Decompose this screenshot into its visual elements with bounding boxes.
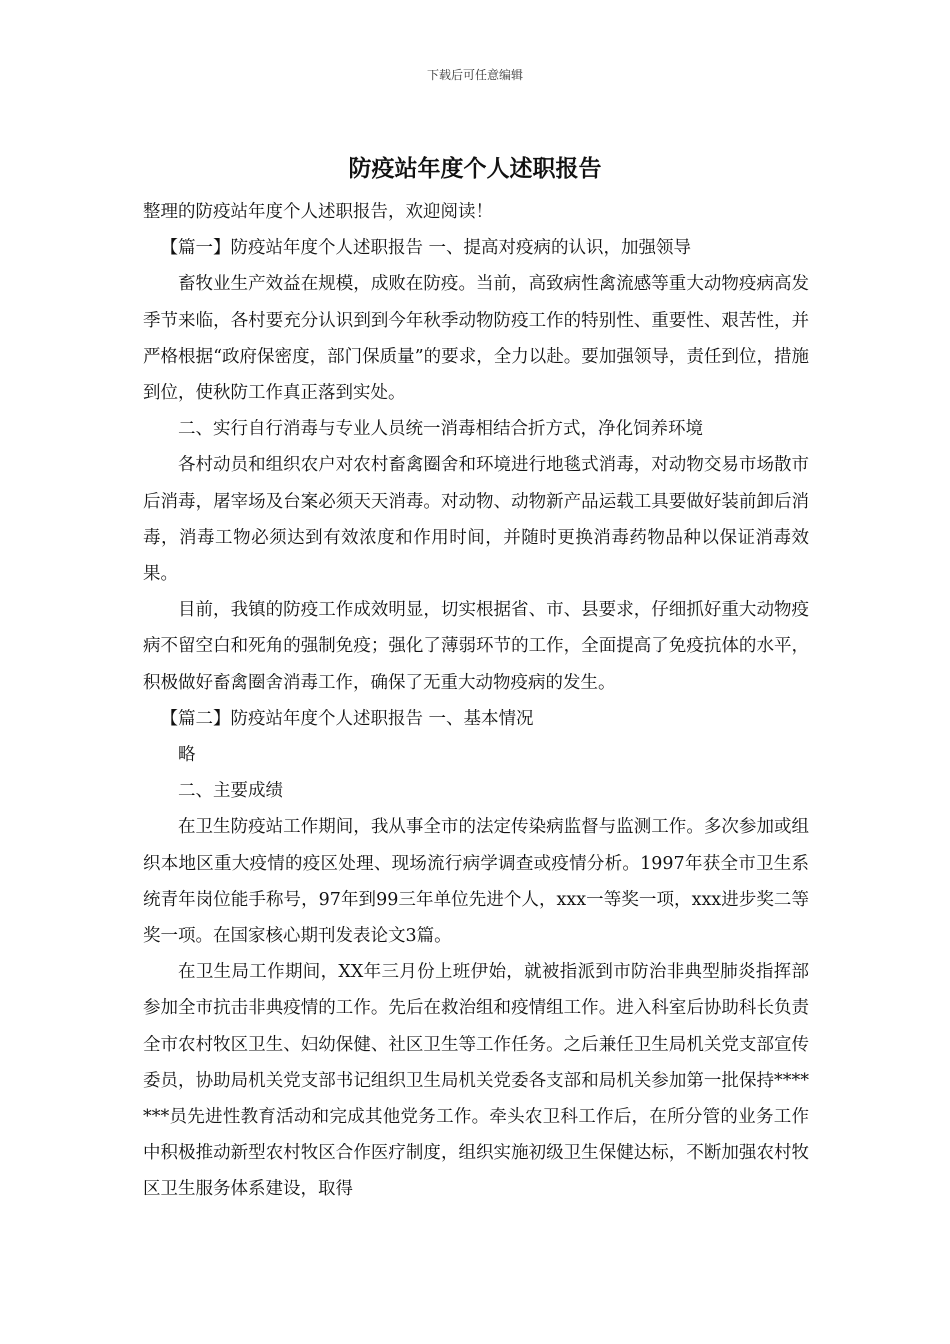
body-paragraph: 目前，我镇的防疫工作成效明显，切实根据省、市、县要求，仔细抓好重大动物疫病不留空白和死角的强制免疫；强化了薄弱环节的工作，全面提高了免疫抗体的水平，积极做好畜禽圈舍消毒工作，确保了无重大动物疫病的发生。 [143, 600, 809, 693]
section-heading: 二、主要成绩 [178, 781, 283, 802]
document-title: 防疫站年度个人述职报告 [348, 155, 602, 182]
document-body [143, 194, 809, 1208]
section-heading-part-one: 【篇一】防疫站年度个人述职报告 一、提高对疫病的认识，加强领导 [160, 238, 692, 259]
intro-paragraph: 整理的防疫站年度个人述职报告，欢迎阅读！ [143, 202, 493, 222]
section-heading-part-two: 【篇二】防疫站年度个人述职报告 一、基本情况 [160, 708, 534, 729]
body-paragraph: 在卫生局工作期间，XX年三月份上班伊始，就被指派到市防治非典型肺炎指挥部参加全市抗击非典疫情的工作。先后在救治组和疫情组工作。进入科室后协助科长负责全市农村牧区卫生、妇幼保健、社区卫生等工作任务。之后兼任卫生局机关党支部宣传委员，协助局机关党支部书记组织卫生局机关党委各支部和局机关参加第一批保持*******员先进性教育活动和完成其他党务工作。牵头农卫科工作后，在所分管的业务工作中积极推动新型农村牧区合作医疗制度，组织实施初级卫生保健达标，不断加强农村牧区卫生服务体系建设，取得 [143, 962, 809, 1200]
body-paragraph: 略 [178, 745, 196, 766]
header-note: 下载后可任意编辑 [426, 68, 523, 82]
body-paragraph: 在卫生防疫站工作期间，我从事全市的法定传染病监督与监测工作。多次参加或组织本地区重大疫情的疫区处理、现场流行病学调查或疫情分析。1997年获全市卫生系统青年岗位能手称号，97年到99三年单位先进个人，xxx一等奖一项，xxx进步奖二等奖一项。在国家核心期刊发表论文3篇。 [143, 817, 809, 947]
body-paragraph: 畜牧业生产效益在规模，成败在防疫。当前，高致病性禽流感等重大动物疫病高发季节来临，各村要充分认识到到今年秋季动物防疫工作的特别性、重要性、艰苦性，并严格根据“政府保密度，部门保质量”的要求，全力以赴。要加强领导，责任到位，措施到位，使秋防工作真正落到实处。 [143, 274, 809, 404]
body-paragraph: 各村动员和组织农户对农村畜禽圈舍和环境进行地毯式消毒，对动物交易市场散市后消毒，屠宰场及台案必须天天消毒。对动物、动物新产品运载工具要做好装前卸后消毒，消毒工物必须达到有效浓度和作用时间，并随时更换消毒药物品种以保证消毒效果。 [143, 455, 809, 585]
section-heading: 二、实行自行消毒与专业人员统一消毒相结合折方式，净化饲养环境 [178, 419, 703, 440]
